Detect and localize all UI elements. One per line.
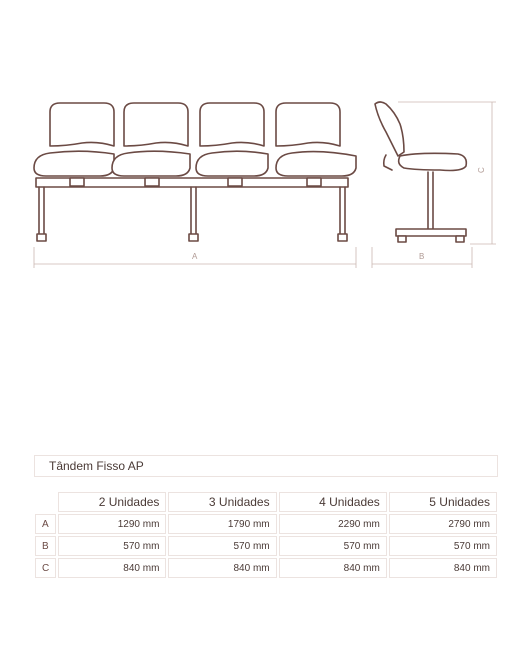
dimensions-table	[33, 490, 499, 580]
dimension-b	[372, 247, 472, 268]
table-cell: 840 mm	[389, 558, 497, 578]
column-header: 2 Unidades	[58, 492, 166, 512]
seat-cushion	[112, 151, 190, 176]
table-cell: 840 mm	[279, 558, 387, 578]
bracket	[307, 178, 321, 186]
table-row	[35, 514, 497, 534]
seat-cushion	[34, 151, 114, 176]
column-header: 3 Unidades	[168, 492, 276, 512]
row-label: A	[35, 514, 56, 534]
seat-back	[276, 103, 340, 146]
side-base	[396, 229, 466, 236]
dimension-a	[34, 247, 356, 268]
table-cell: 840 mm	[168, 558, 276, 578]
seat-back	[50, 103, 114, 146]
dimension-b-label: B	[419, 252, 425, 261]
table-row	[35, 536, 497, 556]
side-view	[372, 102, 496, 268]
seat-cushion	[196, 151, 268, 176]
leg	[37, 187, 46, 241]
dimension-c-label: C	[477, 167, 486, 173]
row-label: C	[35, 558, 56, 578]
leg	[189, 187, 198, 241]
bracket	[228, 178, 242, 186]
dimension-c	[398, 102, 496, 244]
table-cell: 1790 mm	[168, 514, 276, 534]
side-seat	[399, 153, 467, 170]
table-cell: 2790 mm	[389, 514, 497, 534]
row-label: B	[35, 536, 56, 556]
table-header-row	[35, 492, 497, 512]
column-header: 4 Unidades	[279, 492, 387, 512]
table-cell: 1290 mm	[58, 514, 166, 534]
table-row	[35, 558, 497, 578]
table-cell: 570 mm	[279, 536, 387, 556]
seat-cushion	[276, 152, 356, 176]
technical-drawing	[0, 0, 522, 300]
seat-back	[200, 103, 264, 146]
bracket	[145, 178, 159, 186]
side-back	[375, 102, 404, 156]
leg	[338, 187, 347, 241]
table-cell: 570 mm	[168, 536, 276, 556]
dimension-a-label: A	[192, 252, 198, 261]
table-cell: 570 mm	[58, 536, 166, 556]
seat-back	[124, 103, 188, 146]
front-view	[34, 103, 356, 268]
table-cell: 570 mm	[389, 536, 497, 556]
table-cell: 2290 mm	[279, 514, 387, 534]
bracket	[70, 178, 84, 186]
table-title: Tândem Fisso AP	[34, 455, 498, 477]
table-cell: 840 mm	[58, 558, 166, 578]
table-corner	[35, 492, 56, 512]
column-header: 5 Unidades	[389, 492, 497, 512]
